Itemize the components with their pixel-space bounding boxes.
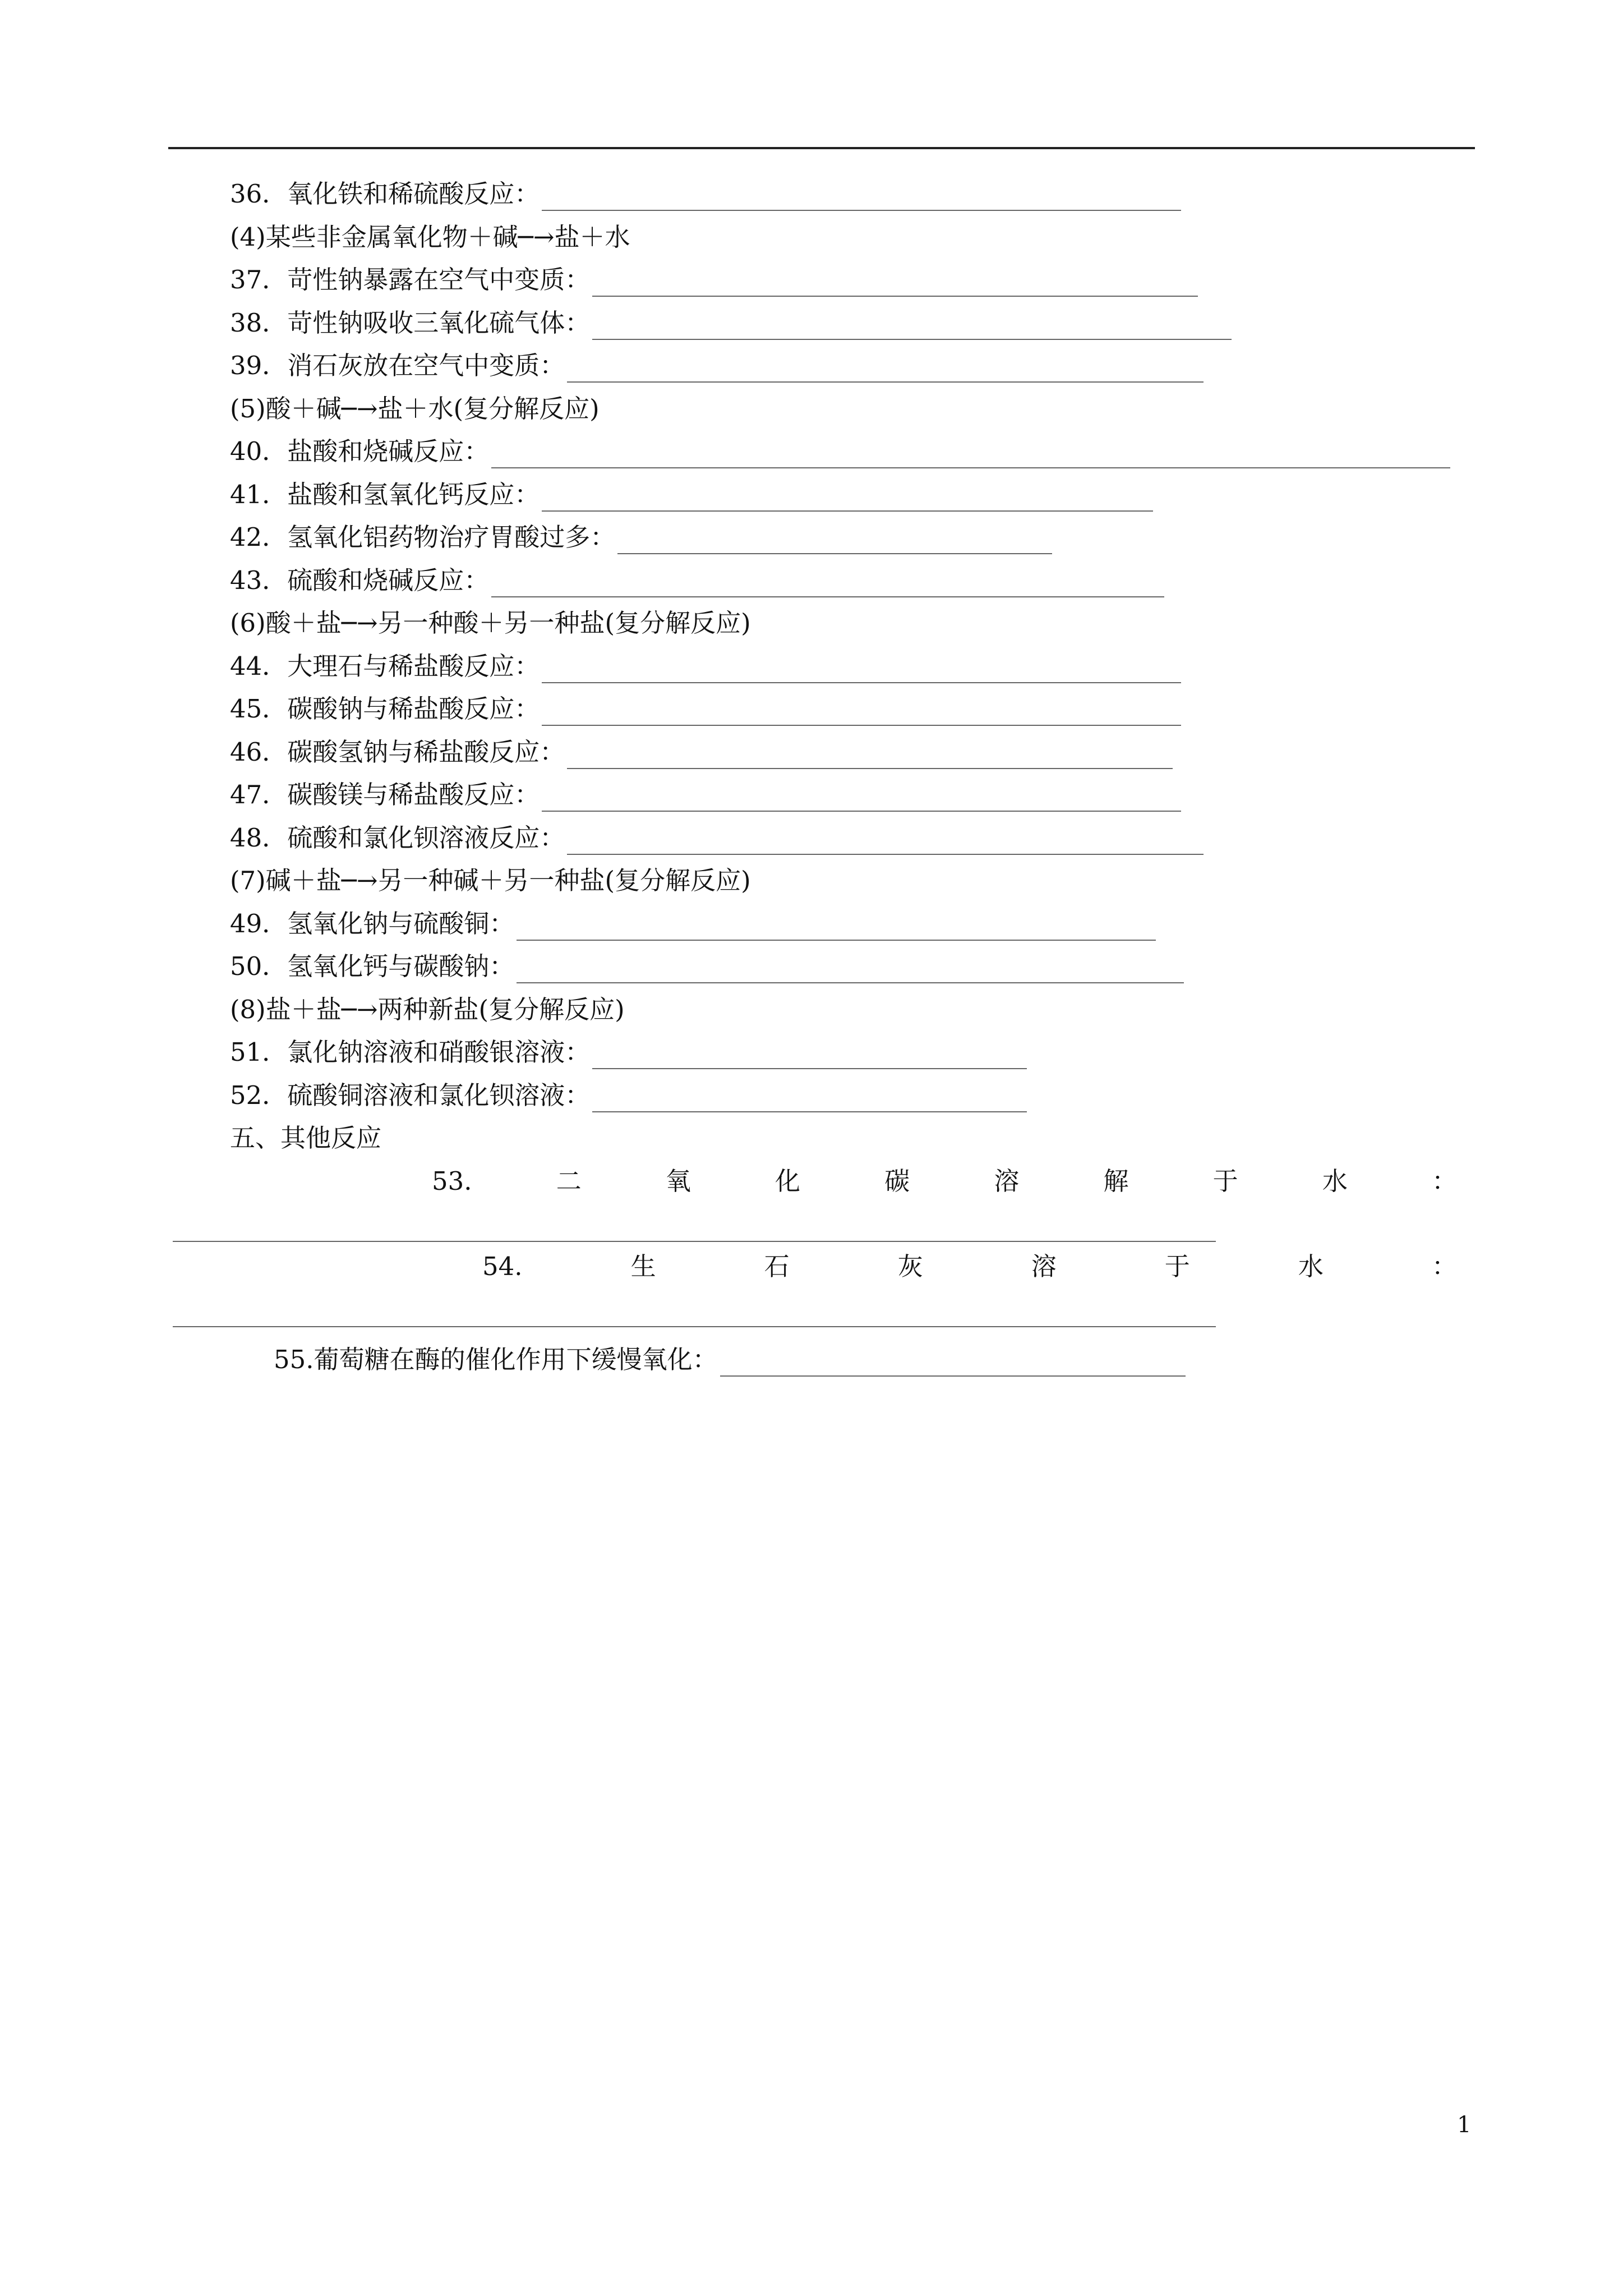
spaced-char: 溶 (994, 1166, 1020, 1196)
item-text: 51．氯化钠溶液和硝酸银溶液： (230, 1037, 591, 1067)
exercise-54-row (482, 1250, 1457, 1283)
section-heading (230, 392, 600, 426)
spaced-char: 灰 (897, 1251, 923, 1281)
exercise-item (230, 1036, 1027, 1069)
spaced-char: 碳 (884, 1166, 910, 1196)
answer-blank[interactable] (592, 1087, 1027, 1112)
section-heading (230, 1121, 381, 1155)
item-text: 45．碳酸钠与稀盐酸反应： (230, 694, 540, 724)
spaced-char: 于 (1212, 1166, 1238, 1196)
page-number: 1 (1457, 2112, 1472, 2138)
answer-blank-55[interactable] (720, 1351, 1186, 1377)
item-text: (5)酸＋碱─→盐＋水(复分解反应) (230, 394, 600, 424)
answer-blank[interactable] (567, 357, 1204, 383)
answer-blank[interactable] (517, 915, 1156, 941)
answer-blank[interactable] (542, 486, 1153, 512)
exercise-item (230, 821, 1204, 855)
spaced-char: ： (1431, 1166, 1457, 1196)
answer-blank-54[interactable] (173, 1326, 1216, 1327)
answer-blank[interactable] (491, 443, 1450, 468)
item-text: 46．碳酸氢钠与稀盐酸反应： (230, 737, 565, 767)
exercise-item (230, 692, 1181, 726)
exercise-item (230, 907, 1156, 941)
exercise-55-text: 55.葡萄糖在酶的催化作用下缓慢氧化： (274, 1345, 718, 1374)
exercise-item (230, 735, 1173, 769)
answer-blank[interactable] (542, 700, 1181, 726)
item-text: (4)某些非金属氧化物＋碱─→盐＋水 (230, 222, 630, 252)
spaced-char: 于 (1164, 1251, 1190, 1281)
section-heading (230, 220, 630, 254)
spaced-char: 水 (1298, 1251, 1324, 1281)
exercise-item (230, 349, 1204, 383)
item-text: 52．硫酸铜溶液和氯化钡溶液： (230, 1080, 591, 1110)
item-text: 36．氧化铁和稀硫酸反应： (230, 179, 540, 209)
answer-blank[interactable] (542, 185, 1181, 211)
spaced-char: 53. (432, 1166, 472, 1196)
section-heading (230, 993, 625, 1027)
exercise-item (230, 306, 1232, 340)
spaced-char: 二 (556, 1166, 582, 1196)
answer-blank[interactable] (567, 829, 1204, 855)
item-text: 40．盐酸和烧碱反应： (230, 436, 490, 466)
answer-blank[interactable] (517, 958, 1184, 983)
item-text: 44．大理石与稀盐酸反应： (230, 651, 540, 681)
answer-blank[interactable] (567, 743, 1173, 769)
exercise-55 (274, 1343, 1186, 1377)
item-text: (7)碱＋盐─→另一种碱＋另一种盐(复分解反应) (230, 866, 751, 895)
spaced-char: 石 (764, 1251, 790, 1281)
answer-blank[interactable] (617, 528, 1052, 554)
spaced-char: 化 (775, 1166, 801, 1196)
section-heading (230, 606, 751, 640)
exercise-item (230, 564, 1164, 597)
exercise-53-row (432, 1165, 1457, 1198)
spaced-char: 水 (1322, 1166, 1348, 1196)
spaced-char: 生 (630, 1251, 656, 1281)
item-text: 48．硫酸和氯化钡溶液反应： (230, 823, 565, 853)
spaced-char: 54. (482, 1251, 523, 1281)
item-text: (8)盐＋盐─→两种新盐(复分解反应) (230, 995, 625, 1024)
exercise-item (230, 478, 1153, 512)
spaced-char: 氧 (665, 1166, 691, 1196)
answer-blank[interactable] (592, 1043, 1027, 1069)
exercise-item (230, 177, 1181, 211)
item-text: 50．氢氧化钙与碳酸钠： (230, 951, 515, 981)
exercise-item (230, 650, 1181, 683)
answer-blank[interactable] (491, 572, 1164, 597)
exercise-item (230, 1079, 1027, 1112)
item-text: 41．盐酸和氢氧化钙反应： (230, 480, 540, 509)
spaced-char: 解 (1103, 1166, 1129, 1196)
exercise-item (230, 950, 1184, 983)
exercise-item (230, 263, 1198, 297)
exercise-item (230, 778, 1181, 812)
answer-blank[interactable] (592, 314, 1232, 340)
item-text: 49．氢氧化钠与硫酸铜： (230, 909, 515, 938)
exercise-item (230, 435, 1450, 468)
item-text: 五、其他反应 (230, 1123, 382, 1153)
answer-blank-53[interactable] (173, 1241, 1216, 1242)
spaced-char: ： (1431, 1251, 1457, 1281)
answer-blank[interactable] (592, 271, 1198, 297)
item-text: 47．碳酸镁与稀盐酸反应： (230, 780, 540, 809)
item-text: 43．硫酸和烧碱反应： (230, 565, 490, 595)
exercise-item (230, 521, 1052, 554)
item-text: 38．苛性钠吸收三氧化硫气体： (230, 308, 591, 338)
answer-blank[interactable] (542, 786, 1181, 812)
item-text: (6)酸＋盐─→另一种酸＋另一种盐(复分解反应) (230, 608, 751, 638)
section-heading (230, 864, 751, 898)
spaced-char: 溶 (1031, 1251, 1057, 1281)
item-text: 42．氢氧化铝药物治疗胃酸过多： (230, 522, 616, 552)
item-text: 39．消石灰放在空气中变质： (230, 351, 565, 380)
answer-blank[interactable] (542, 657, 1181, 683)
item-text: 37．苛性钠暴露在空气中变质： (230, 265, 591, 295)
header-rule (168, 147, 1475, 149)
